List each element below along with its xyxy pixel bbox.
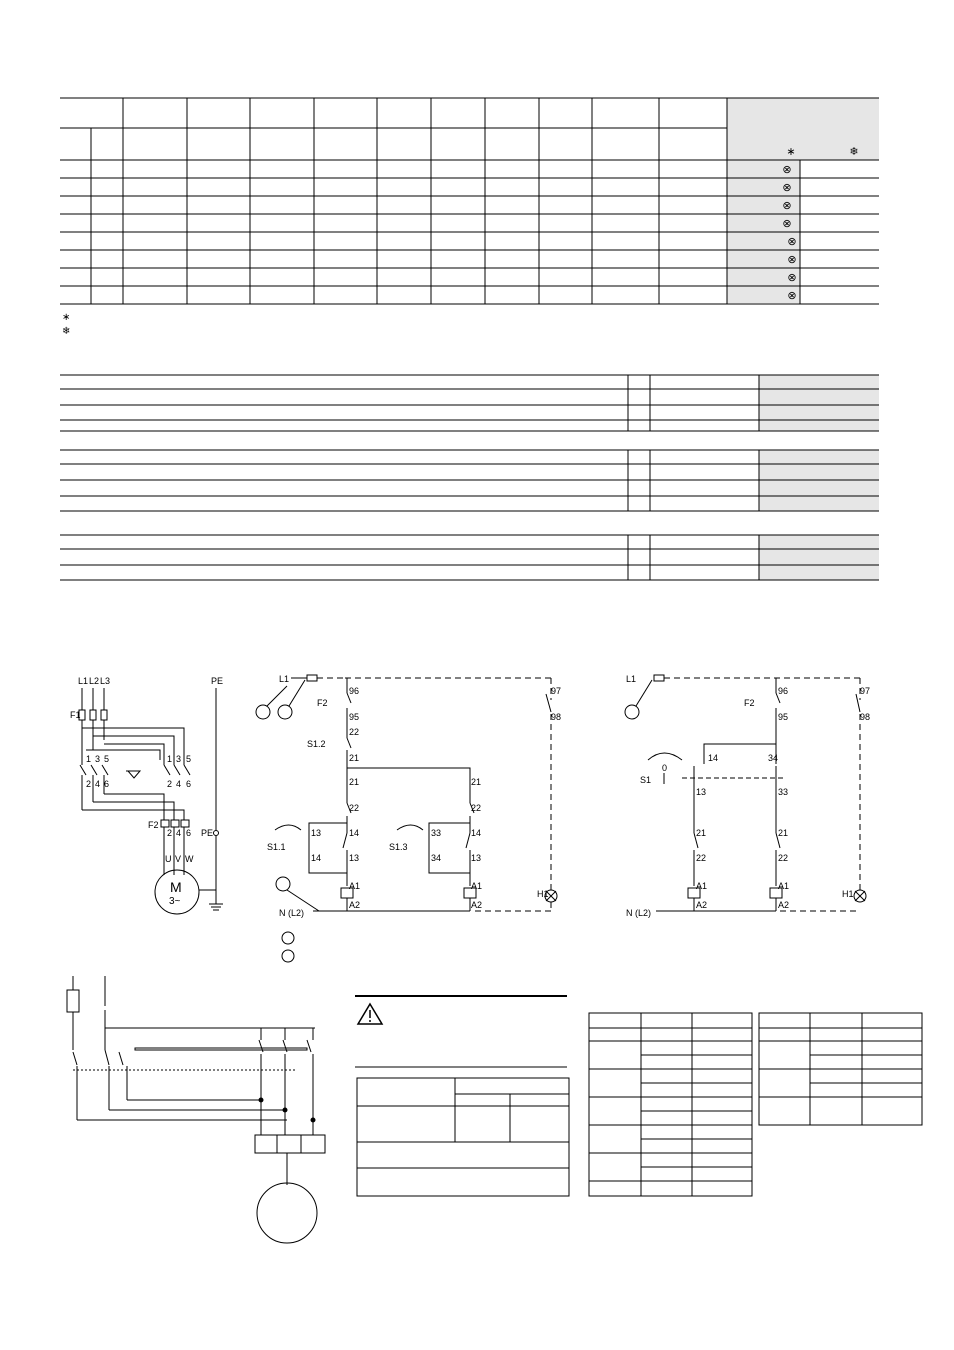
svg-text:13: 13: [349, 853, 360, 863]
svg-text:F2: F2: [317, 698, 328, 708]
svg-text:98: 98: [551, 712, 562, 722]
svg-text:21: 21: [471, 777, 482, 787]
svg-text:6: 6: [104, 779, 110, 789]
svg-text:A1: A1: [778, 881, 790, 891]
svg-text:21: 21: [778, 828, 789, 838]
lamp-icon: ⊗: [787, 290, 797, 302]
svg-text:1: 1: [167, 754, 173, 764]
label-pe: PE: [211, 676, 224, 686]
lamp-icon: ⊗: [787, 254, 797, 266]
svg-text:34: 34: [431, 853, 442, 863]
motor-label: M: [170, 879, 182, 895]
lamp-icon: ⊗: [782, 164, 792, 176]
svg-text:14: 14: [708, 753, 719, 763]
svg-text:14: 14: [349, 828, 360, 838]
asterisk-header: ∗: [786, 146, 796, 158]
svg-text:3~: 3~: [169, 896, 181, 907]
top-table: [0, 0, 954, 600]
svg-text:22: 22: [471, 803, 482, 813]
svg-text:98: 98: [860, 712, 871, 722]
svg-text:S1.2: S1.2: [307, 739, 326, 749]
svg-text:95: 95: [349, 712, 360, 722]
svg-text:A2: A2: [471, 900, 483, 910]
svg-text:S1: S1: [640, 775, 652, 785]
svg-text:6: 6: [186, 779, 192, 789]
svg-text:N (L2): N (L2): [626, 908, 652, 918]
label-l3: L3: [100, 676, 111, 686]
label-l1: L1: [78, 676, 89, 686]
svg-text:S1.3: S1.3: [389, 842, 408, 852]
lamp-icon: ⊗: [782, 200, 792, 212]
svg-text:33: 33: [431, 828, 442, 838]
svg-text:22: 22: [696, 853, 707, 863]
svg-text:5: 5: [186, 754, 192, 764]
selection-tables: [585, 1008, 930, 1203]
svg-text:21: 21: [349, 753, 360, 763]
warning-box: [355, 992, 575, 1202]
svg-text:H1: H1: [842, 889, 854, 899]
lamp-icon: ⊗: [782, 182, 792, 194]
svg-text:A1: A1: [349, 881, 361, 891]
svg-text:97: 97: [860, 686, 871, 696]
svg-text:21: 21: [696, 828, 707, 838]
svg-text:22: 22: [349, 727, 360, 737]
label-l2: L2: [89, 676, 100, 686]
reversing-power-diagram: [55, 970, 330, 1245]
svg-text:5: 5: [104, 754, 110, 764]
svg-text:A2: A2: [696, 900, 708, 910]
svg-text:L1: L1: [279, 674, 290, 684]
svg-text:96: 96: [349, 686, 360, 696]
warning-triangle-icon: [358, 1004, 382, 1024]
svg-text:34: 34: [768, 753, 779, 763]
svg-text:4: 4: [176, 828, 182, 838]
svg-text:3: 3: [95, 754, 101, 764]
svg-text:95: 95: [778, 712, 789, 722]
svg-text:S1.1: S1.1: [267, 842, 286, 852]
svg-text:22: 22: [349, 803, 360, 813]
svg-text:H1: H1: [537, 889, 549, 899]
svg-text:A2: A2: [349, 900, 361, 910]
control-circuit-diagram-a: [245, 668, 575, 968]
svg-text:A1: A1: [696, 881, 708, 891]
lamp-icon: ⊗: [787, 272, 797, 284]
svg-text:0: 0: [662, 763, 668, 773]
svg-text:6: 6: [186, 828, 192, 838]
svg-text:W: W: [185, 854, 194, 864]
svg-text:96: 96: [778, 686, 789, 696]
svg-text:14: 14: [311, 853, 322, 863]
svg-text:L1: L1: [626, 674, 637, 684]
svg-text:3: 3: [176, 754, 182, 764]
svg-text:2: 2: [167, 828, 173, 838]
spec-table: [60, 375, 879, 580]
snowflake-header: ❄: [849, 146, 859, 158]
svg-text:4: 4: [176, 779, 182, 789]
svg-text:13: 13: [696, 787, 707, 797]
control-circuit-diagram-b: [620, 668, 880, 928]
footnote-asterisk: ∗: [62, 312, 71, 323]
svg-text:33: 33: [778, 787, 789, 797]
svg-text:21: 21: [349, 777, 360, 787]
svg-text:1: 1: [86, 754, 92, 764]
label-f2: F2: [148, 820, 159, 830]
svg-text:22: 22: [778, 853, 789, 863]
label-f1: F1: [70, 710, 81, 720]
svg-text:2: 2: [86, 779, 92, 789]
svg-text:A2: A2: [778, 900, 790, 910]
svg-text:14: 14: [471, 828, 482, 838]
footnote-snowflake: ❄: [62, 326, 71, 337]
label-pe-2: PE: [201, 828, 214, 838]
power-circuit-diagram: [60, 670, 240, 920]
svg-text:97: 97: [551, 686, 562, 696]
svg-text:A1: A1: [471, 881, 483, 891]
svg-text:2: 2: [167, 779, 173, 789]
svg-text:V: V: [175, 854, 182, 864]
lamp-icon: ⊗: [787, 236, 797, 248]
svg-text:13: 13: [471, 853, 482, 863]
svg-text:4: 4: [95, 779, 101, 789]
svg-text:F2: F2: [744, 698, 755, 708]
svg-text:13: 13: [311, 828, 322, 838]
svg-text:N (L2): N (L2): [279, 908, 305, 918]
svg-text:U: U: [165, 854, 172, 864]
lamp-icon: ⊗: [782, 218, 792, 230]
